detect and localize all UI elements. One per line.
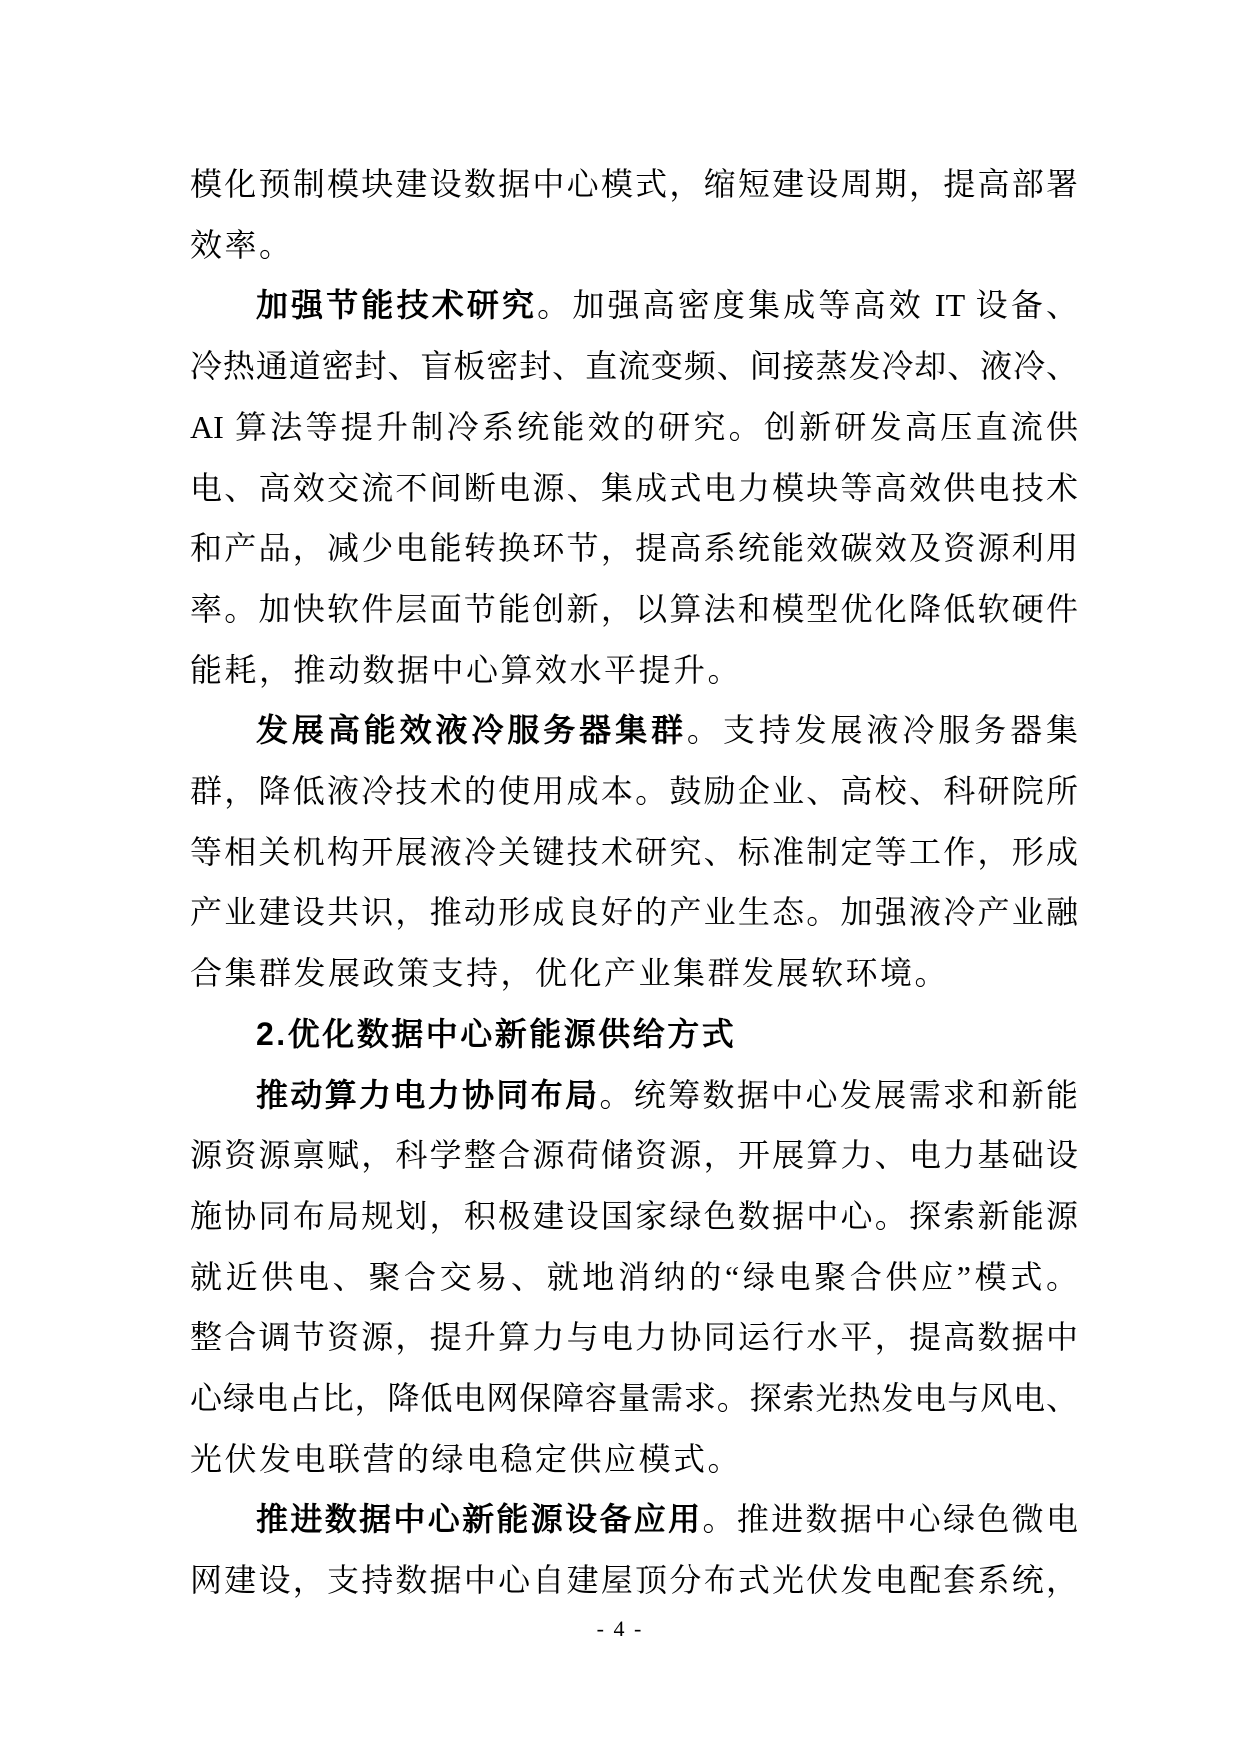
body-text: 。支持发展液冷服务器集: [686, 712, 1078, 749]
text-line: [190, 822, 1078, 883]
emphasis-text: 推进数据中心新能源设备应用: [256, 1501, 703, 1538]
text-line: [190, 336, 1078, 397]
text-line: [190, 1368, 1078, 1429]
text-line: [190, 275, 1078, 336]
text-line: [190, 1186, 1078, 1247]
text-line: [190, 1489, 1078, 1550]
text-line: [190, 518, 1078, 579]
text-line: [190, 640, 1078, 701]
body-text: 施协同布局规划，积极建设国家绿色数据中心。探索新能源: [190, 1197, 1078, 1234]
emphasis-text: 2.优化数据中心新能源供给方式: [256, 1015, 737, 1052]
body-text: 整合调节资源，提升算力与电力协同运行水平，提高数据中: [190, 1319, 1078, 1356]
body-text: 模化预制模块建设数据中心模式，缩短建设周期，提高部署: [190, 166, 1078, 202]
text-line: [190, 579, 1078, 640]
text-line: [190, 215, 1078, 276]
text-line: [190, 1125, 1078, 1186]
body-text: 等相关机构开展液冷关键技术研究、标准制定等工作，形成: [190, 833, 1078, 870]
body-text: 冷热通道密封、盲板密封、直流变频、间接蒸发冷却、液冷、: [190, 348, 1078, 385]
text-line: [190, 1550, 1078, 1611]
body-text: 源资源禀赋，科学整合源荷储资源，开展算力、电力基础设: [190, 1137, 1078, 1174]
body-text: 合集群发展政策支持，优化产业集群发展软环境。: [190, 955, 950, 992]
text-line: [190, 1247, 1078, 1308]
emphasis-text: 加强节能技术研究: [256, 287, 538, 324]
text-line: [190, 397, 1078, 458]
text-line: [190, 154, 1078, 215]
body-text: 效率。: [190, 226, 294, 263]
body-text: 心绿电占比，降低电网保障容量需求。探索光热发电与风电、: [190, 1380, 1078, 1417]
body-text: 能耗，推动数据中心算效水平提升。: [190, 651, 743, 688]
text-line: [190, 700, 1078, 761]
body-text: 和产品，减少电能转换环节，提高系统能效碳效及资源利用: [190, 530, 1078, 567]
text-line: [190, 1307, 1078, 1368]
emphasis-text: 推动算力电力协同布局: [256, 1076, 600, 1113]
body-text: 群，降低液冷技术的使用成本。鼓励企业、高校、科研院所: [190, 773, 1078, 810]
body-text: 网建设，支持数据中心自建屋顶分布式光伏发电配套系统，: [190, 1562, 1078, 1599]
body-text: 。统筹数据中心发展需求和新能: [599, 1076, 1078, 1113]
body-text: 率。加快软件层面节能创新，以算法和模型优化降低软硬件: [190, 590, 1078, 627]
text-line: [190, 458, 1078, 519]
text-line: [190, 943, 1078, 1004]
page-number: - 4 -: [596, 1616, 644, 1641]
body-text: 就近供电、聚合交易、就地消纳的“绿电聚合供应”模式。: [190, 1258, 1078, 1295]
body-text: 。推进数据中心绿色微电: [702, 1501, 1078, 1538]
text-line: [190, 761, 1078, 822]
text-line: [190, 1004, 1078, 1065]
body-text: 。加强高密度集成等高效 IT 设备、: [537, 287, 1078, 324]
text-line: [190, 882, 1078, 943]
document-body: [190, 154, 1078, 1611]
emphasis-text: 发展高能效液冷服务器集群: [256, 712, 687, 749]
text-line: [190, 1065, 1078, 1126]
text-line: [190, 1429, 1078, 1490]
body-text: 电、高效交流不间断电源、集成式电力模块等高效供电技术: [190, 469, 1078, 506]
body-text: AI 算法等提升制冷系统能效的研究。创新研发高压直流供: [190, 408, 1078, 445]
body-text: 产业建设共识，推动形成良好的产业生态。加强液冷产业融: [190, 894, 1078, 931]
page-footer: [0, 1616, 1240, 1642]
body-text: 光伏发电联营的绿电稳定供应模式。: [190, 1440, 743, 1477]
